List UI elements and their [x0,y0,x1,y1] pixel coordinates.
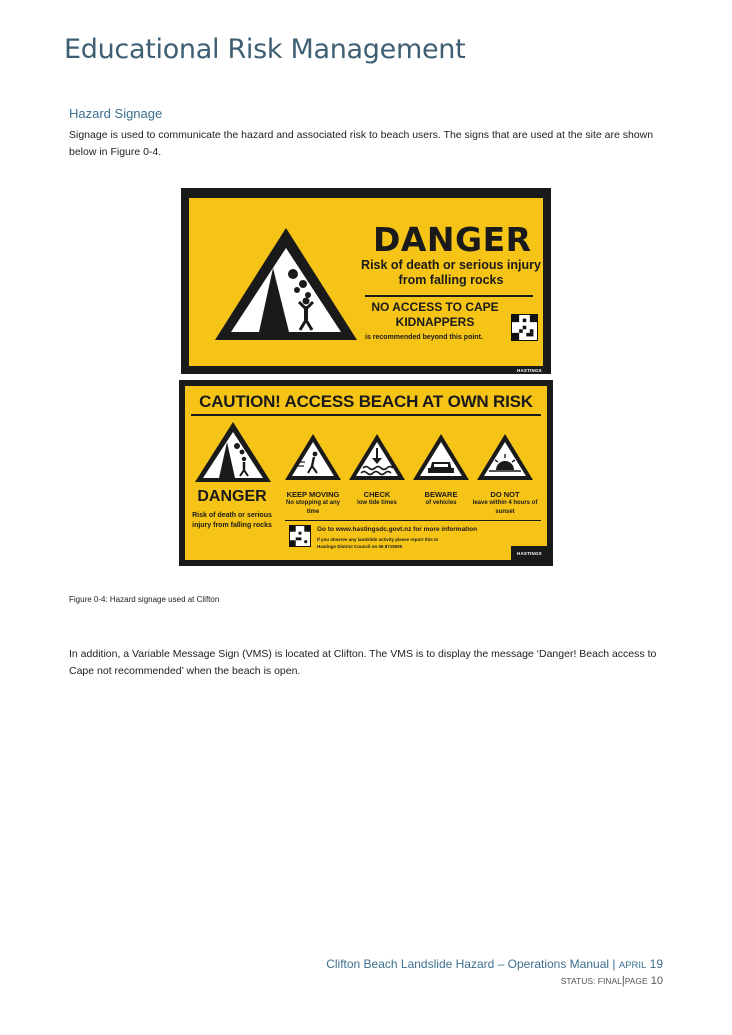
sign1-recommended: is recommended beyond this point. [365,334,483,341]
footer-page-label: PAGE [624,976,648,986]
footer-status-label: STATUS: [560,976,598,986]
sign2-danger: DANGER [197,488,267,505]
footer-page-number: 10 [647,975,663,987]
hastings-logo: HASTINGS [517,551,542,556]
sign2-report [317,536,438,550]
car-icon [411,432,471,482]
sign2-report-line2: Hastings District Council on 06 8715000 [317,544,403,549]
caution-sign-image [179,380,553,566]
tide-icon [347,432,407,482]
danger-sign-image [181,188,551,374]
footer-separator: | [609,957,619,971]
footer-doc-title: Clifton Beach Landslide Hazard – Operations Manual [326,957,610,971]
warning-sub: No stopping at any time [286,500,340,515]
sign2-top-divider [191,414,541,416]
sunset-icon [475,432,535,482]
page-title: Educational Risk Management [64,34,466,65]
warning-title: CHECK [363,490,391,499]
qr-code-icon [289,525,311,547]
sign2-website: Go to www.hastingsdc.govt.nz for more information [317,526,478,533]
warning-title: BEWARE [424,490,458,499]
falling-rocks-warning-icon [211,222,361,344]
warning-sub: of vehicles [425,500,457,506]
warning-do-not [472,490,538,517]
sign1-divider [365,295,533,297]
section-heading: Hazard Signage [69,106,163,121]
footer-date-year: 19 [646,957,663,971]
vms-paragraph: In addition, a Variable Message Sign (VMS) is located at Clifton. The VMS is to display the message ‘Danger! Beach access to Cape not recommended’ when the beach is open. [69,648,657,677]
intro-paragraph: Signage is used to communicate the hazard and associated risk to beach users. The signs that are used at the site are shown below in Figure 0-4. [69,129,654,158]
warning-keep-moving [280,490,346,517]
sign2-title: CAUTION! ACCESS BEACH AT OWN RISK [199,392,533,411]
warning-title: DO NOT [490,490,520,499]
footer-document-title [326,957,663,971]
danger-sign-panel [189,198,543,373]
qr-code-icon [511,314,538,341]
sign2-report-line1: If you observe any landslide activity please report this to [317,537,439,542]
sign2-mid-divider [285,520,541,521]
hastings-logo: HASTINGS [517,368,542,373]
person-walking-icon [283,432,343,482]
warning-sub: leave within 4 hours of sunset [472,500,538,515]
warning-title: KEEP MOVING [286,490,340,499]
footer-date-month: APRIL [618,960,647,971]
footer-status-page: STATUS: FINAL|PAGE 10 [560,975,663,987]
warning-beware [408,490,474,508]
figure-caption: Figure 0-4: Hazard signage used at Clifton [69,595,220,604]
sign2-danger-sub: Risk of death or serious injury from falling rocks [192,512,272,529]
sign1-danger-heading: DANGER [373,220,532,259]
caution-sign-panel [185,386,547,560]
sign1-no-access: NO ACCESS TO CAPE KIDNAPPERS [371,300,499,329]
warning-sub: low tide times [357,500,397,506]
sign1-subheading: Risk of death or serious injury from falling rocks [361,258,541,287]
warning-check [344,490,410,508]
footer-status-value: FINAL [597,976,622,986]
falling-rocks-warning-icon [193,420,273,484]
